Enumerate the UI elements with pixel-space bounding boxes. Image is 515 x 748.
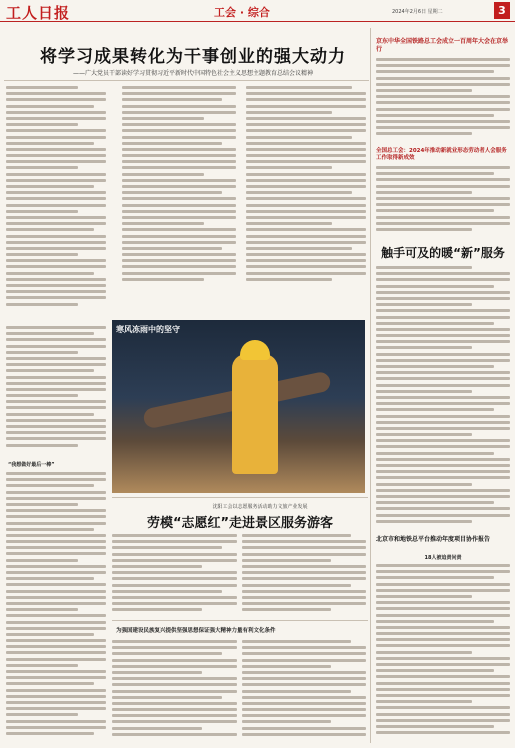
left-brief-headline: “我想做好最后一棒” <box>8 462 55 468</box>
right-feature-headline: 触手可及的暖“新”服务 <box>381 246 505 260</box>
mid-headline: 劳模“志愿红”走进景区服务游客 <box>146 516 334 531</box>
lower-center-headline: 为强国建设民族复兴提供坚强思想保证强大精神力量有利文化条件 <box>116 628 276 634</box>
section-title: 工会 · 综合 <box>214 6 270 19</box>
dateline: 2024年2月6日 星期二 <box>392 9 443 15</box>
page-number: 3 <box>494 2 510 19</box>
mid-kicker: 沈阳工会以志愿服务活动助力文旅产业发展 <box>212 504 308 510</box>
right-feature-column <box>376 266 510 528</box>
right-headline-3: 北京市和地铁总平台推动年度项目协作报告 <box>376 536 491 543</box>
news-photo <box>112 320 365 493</box>
divider <box>112 620 368 621</box>
left-lower-column <box>6 472 106 740</box>
right-column-block-1 <box>376 58 510 142</box>
masthead <box>0 0 515 22</box>
newspaper-logo: 工人日报 <box>6 4 71 22</box>
photo-caption: 寒风冻雨中的坚守 <box>116 325 180 334</box>
right-lower-column <box>376 564 510 742</box>
right-headline-3-sub: 18人被追责问责 <box>424 555 462 561</box>
lead-column-1 <box>6 86 106 320</box>
mid-column-2 <box>242 534 366 616</box>
lead-subtitle: ——广大党员干部读好学习贯彻习近平新时代中国特色社会主义思想主题教育总结会议精神 <box>72 70 313 77</box>
right-headline-2: 全国总工会：2024年推动新就业形态劳动者人会服务工作取得新成效 <box>376 148 507 161</box>
divider <box>4 80 369 81</box>
left-brief-column <box>6 326 106 456</box>
mid-column-1 <box>112 534 237 616</box>
helmet-shape <box>240 340 270 360</box>
lower-center-column-1 <box>112 640 237 742</box>
lead-column-2 <box>122 86 236 316</box>
right-headline-1: 京东中华全国铁路总工会成立一百周年大会在京举行 <box>376 38 509 53</box>
lead-headline: 将学习成果转化为干事创业的强大动力 <box>40 47 346 67</box>
lead-column-3 <box>246 86 366 316</box>
lower-center-column-2 <box>242 640 366 742</box>
right-column-block-2 <box>376 166 510 232</box>
divider <box>112 497 368 498</box>
worker-figure <box>232 354 278 474</box>
column-divider <box>370 28 371 743</box>
